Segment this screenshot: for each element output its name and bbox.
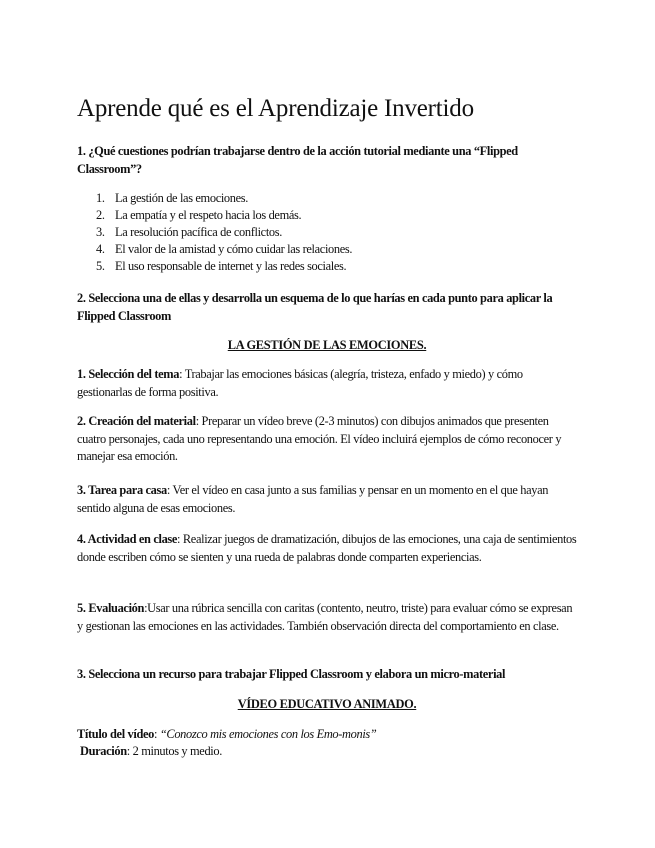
list-item [96, 207, 352, 224]
step-3 [77, 482, 577, 517]
question-2: 2. Selecciona una de ellas y desarrolla un esquema de lo que harías en cada punto para aplicar la Flipped Classroom [77, 291, 553, 323]
list-item-number: 3. [96, 225, 105, 239]
list-item-number: 5. [96, 259, 105, 273]
list-item [96, 190, 352, 207]
video-title-line [77, 726, 577, 744]
list-item-number: 2. [96, 208, 105, 222]
step-text: : Preparar un vídeo breve (2-3 minutos) con dibujos animados que presenten cuatro personajes, cada uno representando una emoción. El vídeo incluirá ejemplos de cómo reconocer y manejar esa emoción. [77, 414, 562, 463]
step-text: : Ver el vídeo en casa junto a sus familias y pensar en un momento en el que hayan sentido alguna de esas emociones. [77, 483, 549, 515]
list-item [96, 224, 352, 241]
step-text: : Trabajar las emociones básicas (alegría, tristeza, enfado y miedo) y cómo gestionarlas de forma positiva. [77, 367, 523, 399]
video-title-value: “Conozco mis emociones con los Emo-monis” [159, 727, 377, 741]
list-item-text: El uso responsable de internet y las redes sociales. [115, 259, 347, 273]
video-title-label: Título del vídeo [77, 727, 155, 741]
video-duration-line [80, 743, 580, 761]
question-1: 1. ¿Qué cuestiones podrían trabajarse dentro de la acción tutorial mediante una “Flipped Classroom”? [77, 144, 518, 176]
list-item-text: La gestión de las emociones. [115, 191, 248, 205]
list-item-text: El valor de la amistad y cómo cuidar las relaciones. [115, 242, 353, 256]
video-duration-value: : 2 minutos y medio. [126, 744, 222, 758]
step-text: :Usar una rúbrica sencilla con caritas (contento, neutro, triste) para evaluar cómo se expresan y gestionan las emociones en las actividades. También observación directa del comportamiento en clase. [77, 601, 573, 633]
list-item-text: La empatía y el respeto hacia los demás. [115, 208, 302, 222]
step-label: 1. Selección del tema [77, 367, 180, 381]
step-label: 5. Evaluación [77, 601, 145, 615]
step-4 [77, 531, 577, 566]
step-text: : Realizar juegos de dramatización, dibujos de las emociones, una caja de sentimientos donde escriben cómo se sienten y una rueda de palabras donde comparten experiencias. [77, 532, 577, 564]
video-title-separator: : [154, 727, 160, 741]
topics-list [96, 190, 352, 275]
step-label: 3. Tarea para casa [77, 483, 167, 497]
list-item-text: La resolución pacífica de conflictos. [115, 225, 282, 239]
question-3: 3. Selecciona un recurso para trabajar Flipped Classroom y elabora un micro-material [77, 667, 506, 681]
step-label: 4. Actividad en clase [77, 532, 178, 546]
step-1 [77, 366, 577, 401]
list-item-number: 4. [96, 242, 105, 256]
page-title: Aprende qué es el Aprendizaje Invertido [77, 95, 474, 122]
list-item-number: 1. [96, 191, 105, 205]
video-duration-label: Duración [80, 744, 127, 758]
section-heading-video: VÍDEO EDUCATIVO ANIMADO. [237, 697, 417, 711]
list-item [96, 241, 352, 258]
step-2 [77, 413, 577, 466]
step-label: 2. Creación del material [77, 414, 196, 428]
step-5 [77, 600, 577, 635]
section-heading-emotions: LA GESTIÓN DE LAS EMOCIONES. [227, 338, 427, 352]
list-item [96, 258, 352, 275]
